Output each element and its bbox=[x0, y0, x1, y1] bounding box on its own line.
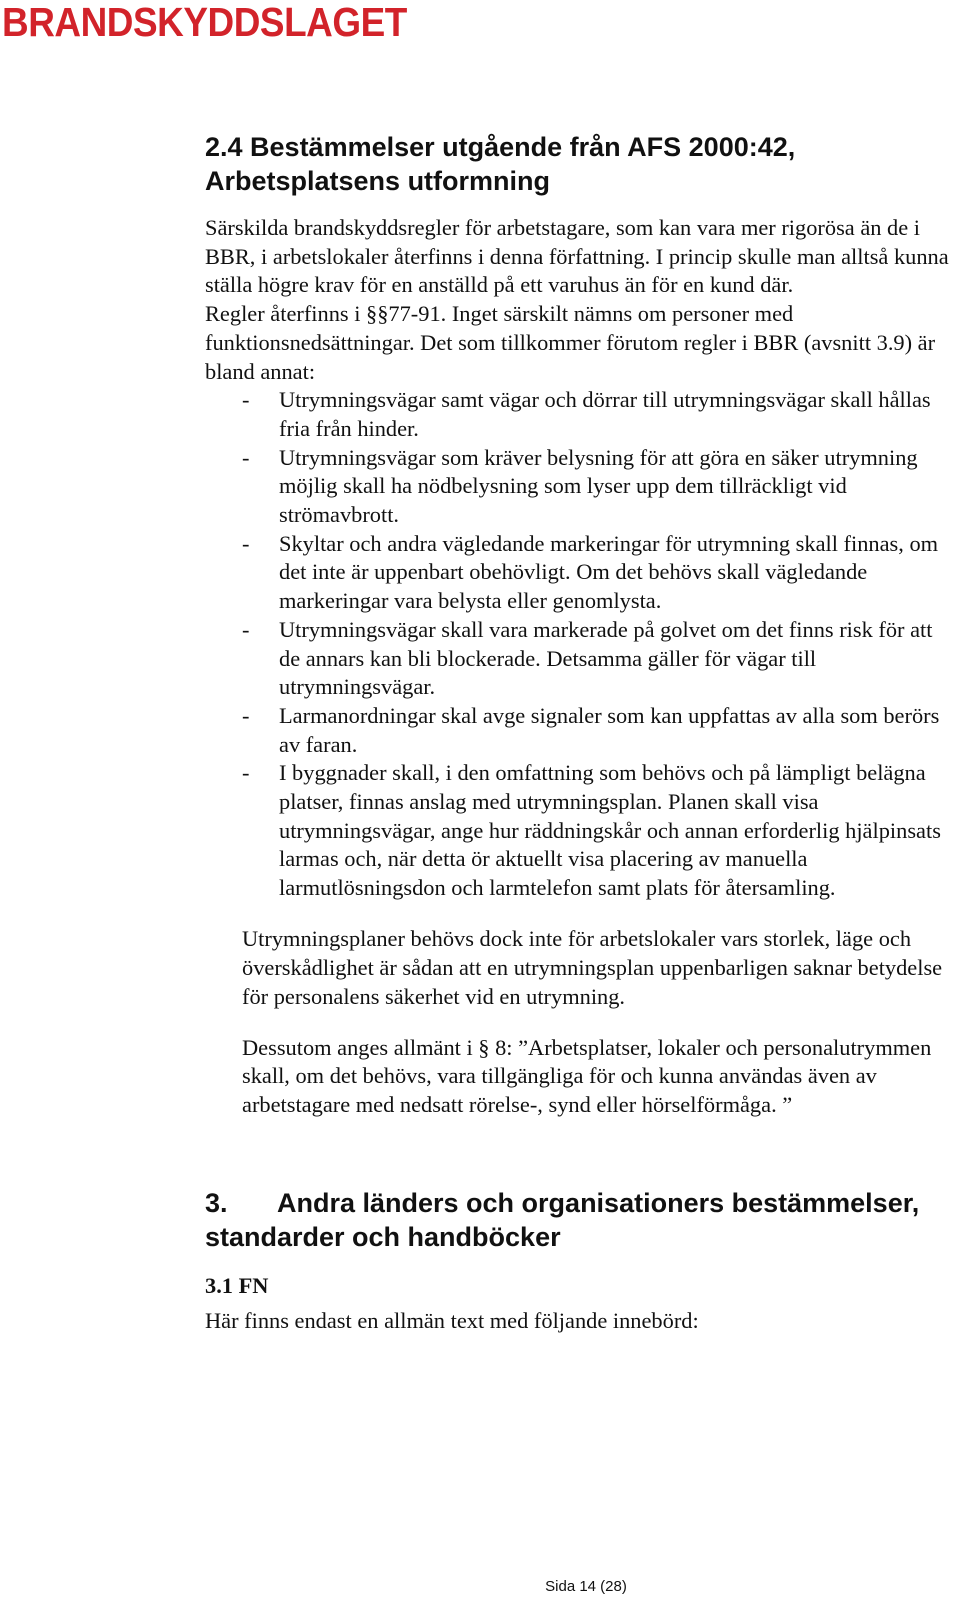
bullet-dash: - bbox=[242, 444, 250, 470]
list-item-text: Utrymningsvägar skall vara markerade på golvet om det finns risk för att de annars kan bli blockerade. Detsamma gäller för vägar till utrymningsvägar. bbox=[279, 616, 933, 700]
subsection-heading-3-1: 3.1 FN bbox=[205, 1272, 269, 1298]
list-item-text: Utrymningsvägar som kräver belysning för att göra en säker utrymning möjlig skall ha nödbelysning som lyser upp dem tillräckligt vid strömavbrott. bbox=[279, 444, 918, 528]
brand-logo: BRANDSKYDDSLAGET bbox=[2, 0, 407, 45]
paragraph-section-8-quote: Dessutom anges allmänt i § 8: ”Arbetsplatser, lokaler och personalutrymmen skall, om det behövs, vara tillgängliga för och kunna användas även av arbetstagare med nedsatt rörelse-, synd eller hörselförmåga. ” bbox=[242, 1034, 932, 1118]
requirements-list bbox=[242, 386, 955, 903]
bullet-dash: - bbox=[242, 387, 250, 413]
section-title: Andra länders och organisationers bestämmelser, standarder och handböcker bbox=[205, 1187, 920, 1252]
list-item-text: Skyltar och andra vägledande markeringar för utrymning skall finnas, om det inte är uppenbart obehövligt. Om det behövs skall vägledande markeringar vara belysta eller genomlysta. bbox=[279, 530, 939, 614]
list-item bbox=[242, 386, 955, 443]
paragraph-intro: Särskilda brandskyddsregler för arbetstagare, som kan vara mer rigorösa än de i BBR, i arbetslokaler återfinns i denna författning. I princip skulle man alltså kunna ställa högre krav för en anställd på ett varuhus än för en kund där. bbox=[205, 215, 949, 298]
page-number: Sida 14 (28) bbox=[545, 1578, 627, 1595]
section-heading-3 bbox=[205, 1186, 955, 1254]
bullet-dash: - bbox=[242, 760, 250, 786]
list-item bbox=[242, 444, 955, 530]
bullet-dash: - bbox=[242, 702, 250, 728]
section-number: 3. bbox=[205, 1187, 228, 1218]
bullet-dash: - bbox=[242, 616, 250, 642]
section-heading-2-4: 2.4 Bestämmelser utgående från AFS 2000:42, Arbetsplatsens utformning bbox=[205, 132, 796, 196]
bullet-dash: - bbox=[242, 530, 250, 556]
page-content bbox=[205, 130, 955, 1336]
paragraph-rules: Regler återfinns i §§77-91. Inget särskilt nämns om personer med funktionsnedsättningar. Det som tillkommer förutom regler i BBR (avsnitt 3.9) är bland annat: bbox=[205, 301, 936, 384]
paragraph-evacuation-plans: Utrymningsplaner behövs dock inte för arbetslokaler vars storlek, läge och överskådlighet är sådan att en utrymningsplan uppenbarligen saknar betydelse för personalens säkerhet vid en utrymning. bbox=[242, 926, 943, 1009]
list-item bbox=[242, 759, 955, 903]
list-item bbox=[242, 616, 955, 702]
list-item-text: Utrymningsvägar samt vägar och dörrar till utrymningsvägar skall hållas fria från hinder. bbox=[279, 387, 931, 441]
list-item bbox=[242, 702, 955, 759]
paragraph-fn: Här finns endast en allmän text med följande innebörd: bbox=[205, 1307, 699, 1333]
list-item-text: Larmanordningar skal avge signaler som kan uppfattas av alla som berörs av faran. bbox=[279, 702, 940, 757]
list-item-text: I byggnader skall, i den omfattning som behövs och på lämpligt belägna platser, finnas anslag med utrymningsplan. Planen skall visa utrymningsvägar, ange hur räddningskår och annan erforderlig hjälpinsats larmas och, när detta ör aktuellt visa placering av manuella larmutlösningsdon och larmtelefon samt plats för återsamling. bbox=[279, 760, 941, 901]
list-item bbox=[242, 530, 955, 616]
